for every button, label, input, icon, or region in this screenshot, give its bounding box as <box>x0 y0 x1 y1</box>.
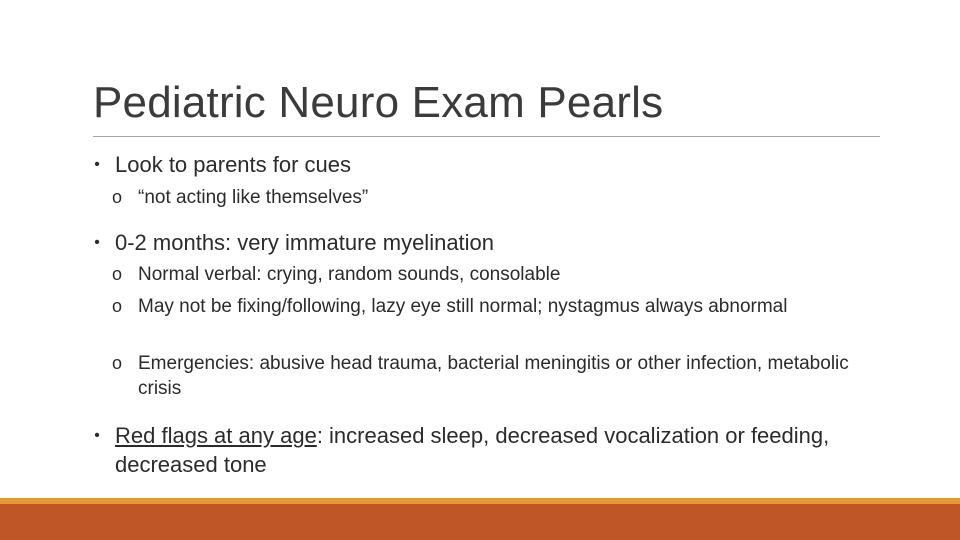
bullet-item <box>88 150 868 179</box>
bullet-marker-icon: • <box>94 234 100 251</box>
sub-bullet-item <box>112 351 872 401</box>
bullet-marker-icon: • <box>94 427 100 444</box>
sub-bullet-item <box>112 185 872 210</box>
slide-title: Pediatric Neuro Exam Pearls <box>93 78 664 127</box>
bullet-text: Look to parents for cues <box>115 152 352 177</box>
footer-bar <box>0 498 960 540</box>
sub-bullet-text: May not be fixing/following, lazy eye still normal; nystagmus always abnormal <box>138 296 788 317</box>
red-flags-label: Red flags at any age <box>115 423 317 448</box>
bullet-text <box>115 421 868 479</box>
footer-accent-stripe <box>0 498 960 504</box>
sub-bullet-marker-icon: o <box>112 353 123 373</box>
bullet-text: 0-2 months: very immature myelination <box>115 230 495 255</box>
bullet-marker-icon: • <box>94 156 100 173</box>
sub-bullet-text: Emergencies: abusive head trauma, bacterial meningitis or other infection, metabolic crisis <box>138 353 849 399</box>
sub-bullet-marker-icon: o <box>112 296 123 316</box>
bullet-item <box>88 228 868 257</box>
sub-bullet-marker-icon: o <box>112 187 123 207</box>
sub-bullet-text: “not acting like themselves” <box>138 187 369 208</box>
sub-bullet-marker-icon: o <box>112 264 123 284</box>
sub-bullet-text: Normal verbal: crying, random sounds, consolable <box>138 264 561 285</box>
red-flags-details: : increased sleep, decreased vocalization or feeding, decreased tone <box>115 423 830 477</box>
sub-bullet-item <box>112 262 872 287</box>
bullet-item <box>88 421 868 479</box>
sub-bullet-item <box>112 294 872 319</box>
